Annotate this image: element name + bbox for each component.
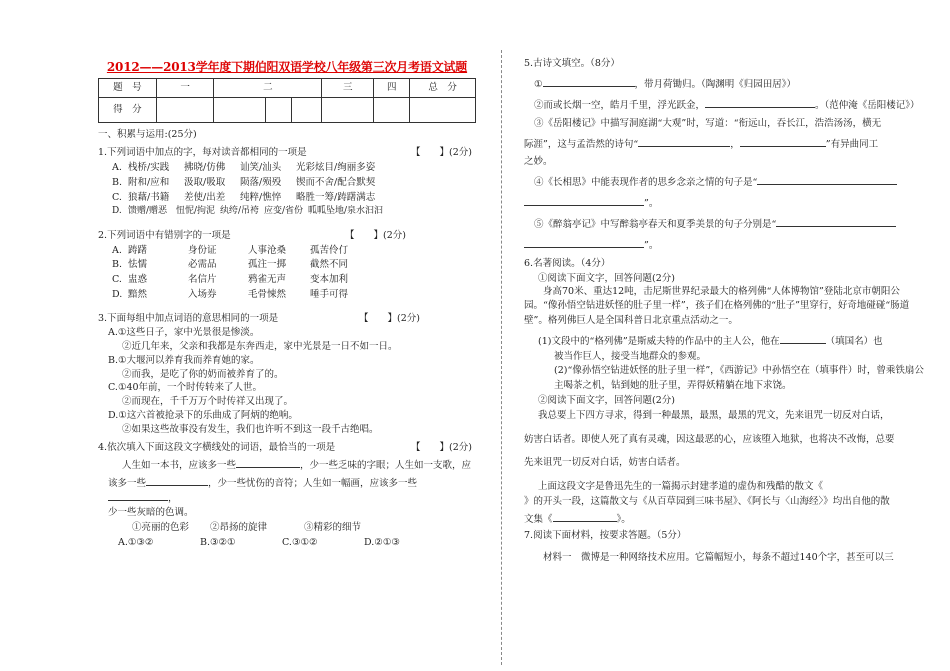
fill-blank[interactable] [780,333,826,344]
choice-item: ②昂扬的旋律 [210,522,268,534]
poem-text: ”有异曲同工 [825,138,879,150]
poem-line [534,216,924,231]
score-input-cell[interactable] [374,98,410,123]
score-input-cell[interactable] [214,98,266,123]
sub-question: ①阅读下面文字，回答问题(2分) [538,272,675,284]
score-input-cell[interactable] [322,98,374,123]
choice-row [132,522,476,534]
option-word: 讪笑/汕头 [240,161,282,173]
option-row [112,162,476,174]
option-word: 身份证 [188,244,217,256]
question-1 [98,147,476,218]
option-line: C.①40年前，一个时传转来了人世。 [108,382,263,394]
option-label: A. [112,244,122,256]
option-word: 孤注一掷 [248,259,287,271]
poem-text: ”。 [644,239,659,251]
fill-blank[interactable] [146,475,208,486]
question-7 [524,530,924,564]
option-label: B. [112,176,123,188]
answer-line [524,511,924,526]
reading-passage: 妨害白话者。即使人死了真有灵魂，因这最恶的心，应该堕入地狱，也将决不改悔，总要 [524,433,895,445]
choice-item: ③精彩的细节 [304,522,362,534]
score-cell: 三 [322,79,374,98]
passage-text: ， [168,492,178,504]
fill-blank[interactable] [108,490,168,501]
poem-line: ① ，带月荷锄归。（陶渊明《归园田居》） [534,76,924,91]
option-word: 鸦雀无声 [248,274,287,286]
section-heading: 一、积累与运用:(25分) [98,129,197,140]
option-row [112,274,476,286]
option-word: 入场券 [188,289,217,301]
stem-text: 2.下列词语中有错别字的一项是 [98,229,231,241]
option-word: 怯懦 [128,259,148,271]
answer-bracket[interactable]: 【 】(2分) [411,146,472,158]
fill-blank[interactable] [740,136,826,147]
question-stem: 7.阅读下面材料，按要求答题。（5分） [524,529,687,541]
option-row [112,177,476,189]
option-line: B.①大堰河以养育我而养育她的家。 [108,354,260,366]
question-stem [98,147,476,159]
poem-text: 际涯”，这与孟浩然的诗句“ [524,138,639,150]
fill-blank[interactable] [776,216,896,227]
option-word: 忸怩/拘泥 [176,206,216,217]
option-word: 纨绔/吊袴 [220,206,260,217]
reading-passage: 先来诅咒一切反对白话，妨害白话者。 [524,457,686,469]
option-word: 人事沧桑 [248,244,287,256]
reading-passage: 材料一 微博是一种网络技术应用。它篇幅短小，每条不超过140个字，甚至可以三 [543,551,894,563]
poem-line [524,237,924,252]
reading-passage: 身高70米、重达12吨，击尼斯世界纪录最大的格列佛“人体博物馆”登陆北京市朝阳公园。“像孙悟空钻进妖怪的肚子里一样”，孩子们在格列佛的“肚子”里穿行，好奇地碰碰“肠道壁”。格列佛巨人是全国科普日北京重点活动之一。 [524,285,910,326]
option-label: B. [112,259,123,271]
option-word: 光彩炫目/绚丽多姿 [296,161,376,173]
option-label: D. [112,206,122,217]
option-line: ②如果这些故事没有发生，我们也许听不到这一段千古绝唱。 [122,424,379,435]
question-5 [524,58,924,252]
question-2 [98,230,476,301]
option-word: 应变/省份 [264,206,304,217]
question-stem [98,442,476,454]
fill-blank[interactable] [757,174,897,185]
option-word: 锲而不舍/配合默契 [296,176,376,188]
answer-option[interactable]: D.②①③ [364,537,400,549]
fill-blank[interactable] [524,195,644,206]
poem-text: ，带月荷锄归。（陶渊明《归园田居》） [634,78,797,90]
answer-text: 》。 [616,514,631,526]
score-cell: 总 分 [410,79,476,98]
answer-line [538,333,924,348]
score-cell: 题 号 [99,79,157,98]
score-input-cell[interactable] [156,98,214,123]
column-divider [501,50,502,665]
question-4 [98,442,476,549]
option-word: 拂晓/仿佛 [184,161,226,173]
answer-line: 》的开头一段，这篇散文与《从百草园到三味书屋》、《阿长与〈山海经〉》均出自他的散 [524,496,890,508]
passage-line [122,457,476,472]
question-stem: 6.名著阅读。（4分） [524,257,611,269]
answer-bracket[interactable]: 【 】(2分) [359,313,420,324]
poem-line [534,97,924,112]
answer-text: 文集《 [524,514,553,526]
poem-line: 之妙。 [524,156,553,168]
answer-line: (2)“像孙悟空钻进妖怪的肚子里一样”，《西游记》中孙悟空在（填事件）时，曾乘铁扇公主喝茶之机，钻到她的肚子里，弄得妖精躺在地下求饶。 [554,365,924,392]
option-word: 略胜一筹/踌躇满志 [296,191,376,203]
option-line: D.①这六首被抢录下的乐曲成了阿炳的绝响。 [108,410,298,422]
answer-text: 上面这段文字是鲁迅先生的一篇揭示封建孝道的虚伪和残酷的散文《 [538,481,824,493]
score-input-cell[interactable] [265,98,291,123]
option-row [112,206,476,217]
right-column [524,58,924,567]
question-stem: 5.古诗文填空。（8分） [524,58,620,69]
fill-blank[interactable] [543,76,635,87]
poem-text: ⑤《醉翁亭记》中写醉翁亭春天和夏季美景的句子分别是“ [534,219,777,230]
stem-text: 4.依次填入下面这段文字横线处的词语，最恰当的一项是 [98,441,336,453]
passage-text: ，少一些乏味的字眼；人生如一支歌，应 [300,459,472,471]
fill-blank[interactable] [705,97,815,108]
answer-option[interactable]: C.③①② [282,537,318,549]
answer-option[interactable]: A.①③② [118,537,154,549]
option-line: ②近几年来，父亲和我都是东奔西走，家中光景是一日不如一日。 [122,340,398,352]
sub-question: ②阅读下面文字，回答问题(2分) [538,394,675,406]
passage-line: 少一些灰暗的色调。 [108,507,194,519]
option-word: 截然不同 [310,259,349,271]
option-word: 汲取/吸取 [184,176,226,188]
fill-blank[interactable] [524,237,644,248]
stem-text: 3.下面每组中加点词语的意思相同的一项是 [98,313,279,324]
fill-blank[interactable] [553,511,617,522]
score-table-header-row [99,79,476,98]
reading-passage: 我总要上下四方寻求，得到一种最黑，最黑，最黑的咒文，先来诅咒一切反对白话， [538,409,890,421]
option-word: 黯然 [128,289,148,301]
option-word: 毛骨悚然 [248,289,287,301]
score-cell: 一 [156,79,214,98]
score-table [98,78,476,123]
passage-line [108,475,476,505]
score-cell: 二 [214,79,322,98]
passage-text: 人生如一本书，应该多一些 [122,459,237,471]
option-row [112,245,476,257]
answer-bracket[interactable]: 【 】(2分) [411,441,472,453]
answer-option[interactable]: B.③②① [200,537,236,549]
answer-line: 被当作巨人，接受当地群众的参观。 [554,350,707,362]
poem-line: ③《岳阳楼记》中描写洞庭湖“大观”时，写道：“衔远山，吞长江，浩浩汤汤，横无 [534,117,882,129]
option-word: 变本加利 [310,274,349,286]
left-column [98,60,476,552]
passage-text: 该多一些 [108,477,147,489]
stem-text: 1.下列词语中加点的字，每对读音都相同的一项是 [98,146,307,158]
fill-blank[interactable] [236,457,300,468]
option-word: 唾手可得 [310,289,349,301]
poem-text: 。（范仲淹《岳阳楼记》） [815,99,920,111]
option-word: 陨落/殒殁 [240,176,282,188]
option-word: 狼藉/书籍 [128,191,170,203]
page-title: 2012——2013学年度下期伯阳双语学校八年级第三次月考语文试题 [106,60,468,74]
poem-line [524,195,924,210]
option-line: ②而我，是吃了你的奶而被养育了的。 [122,368,284,380]
option-word: 纯粹/憔悴 [240,191,282,203]
score-input-cell[interactable] [292,98,322,123]
poem-text: ”。 [644,198,659,210]
question-3 [98,313,476,436]
answer-text: (1)文段中的“格列佛”是斯威夫特的作品中的主人公，他在 [538,335,780,347]
option-word: 踌躇 [128,244,148,256]
option-line: ②而现在，千千万万个时传祥又出现了。 [122,396,294,408]
option-word: 呱呱坠地/泉水汩汩 [308,206,384,217]
poem-line [534,174,924,189]
option-row [112,192,476,204]
option-row [112,259,476,271]
answer-text: （填国名）也 [825,335,883,347]
option-label: C. [112,191,122,203]
score-cell: 得 分 [99,98,157,123]
option-word: 栈桥/实践 [128,161,170,173]
option-label: A. [112,161,122,173]
score-table-score-row [99,98,476,123]
answer-line [538,481,924,493]
answer-row [118,537,476,549]
poem-line: 际涯”，这与孟浩然的诗句“ ， ”有异曲同工 [524,136,924,151]
option-word: 馈赠/赠恶 [128,206,168,217]
question-stem [98,230,476,242]
score-input-cell[interactable] [410,98,476,123]
answer-bracket[interactable]: 【 】(2分) [345,229,406,241]
option-word: 盅惑 [128,274,148,286]
option-word: 名信片 [188,274,217,286]
option-row [112,289,476,301]
fill-blank[interactable] [638,136,730,147]
option-word: 差使/出差 [184,191,226,203]
option-line: A.①这些日子，家中光景很是惨淡。 [108,326,260,338]
poem-text: ④《长相思》中能表现作者的思乡念亲之情的句子是“ [534,177,758,189]
choice-item: ①亮丽的色彩 [132,522,190,534]
poem-text: ②而或长烟一空，皓月千里，浮光跃金， [534,99,706,111]
option-label: C. [112,274,122,286]
question-6 [524,258,924,526]
score-cell: 四 [374,79,410,98]
passage-text: ，少一些忧伤的音符；人生如一幅画，应该多一些 [208,477,418,489]
option-word: 孤苦伶仃 [310,244,349,256]
question-stem [98,313,476,325]
option-word: 必需品 [188,259,217,271]
option-label: D. [112,289,123,301]
option-word: 附和/应和 [128,176,170,188]
